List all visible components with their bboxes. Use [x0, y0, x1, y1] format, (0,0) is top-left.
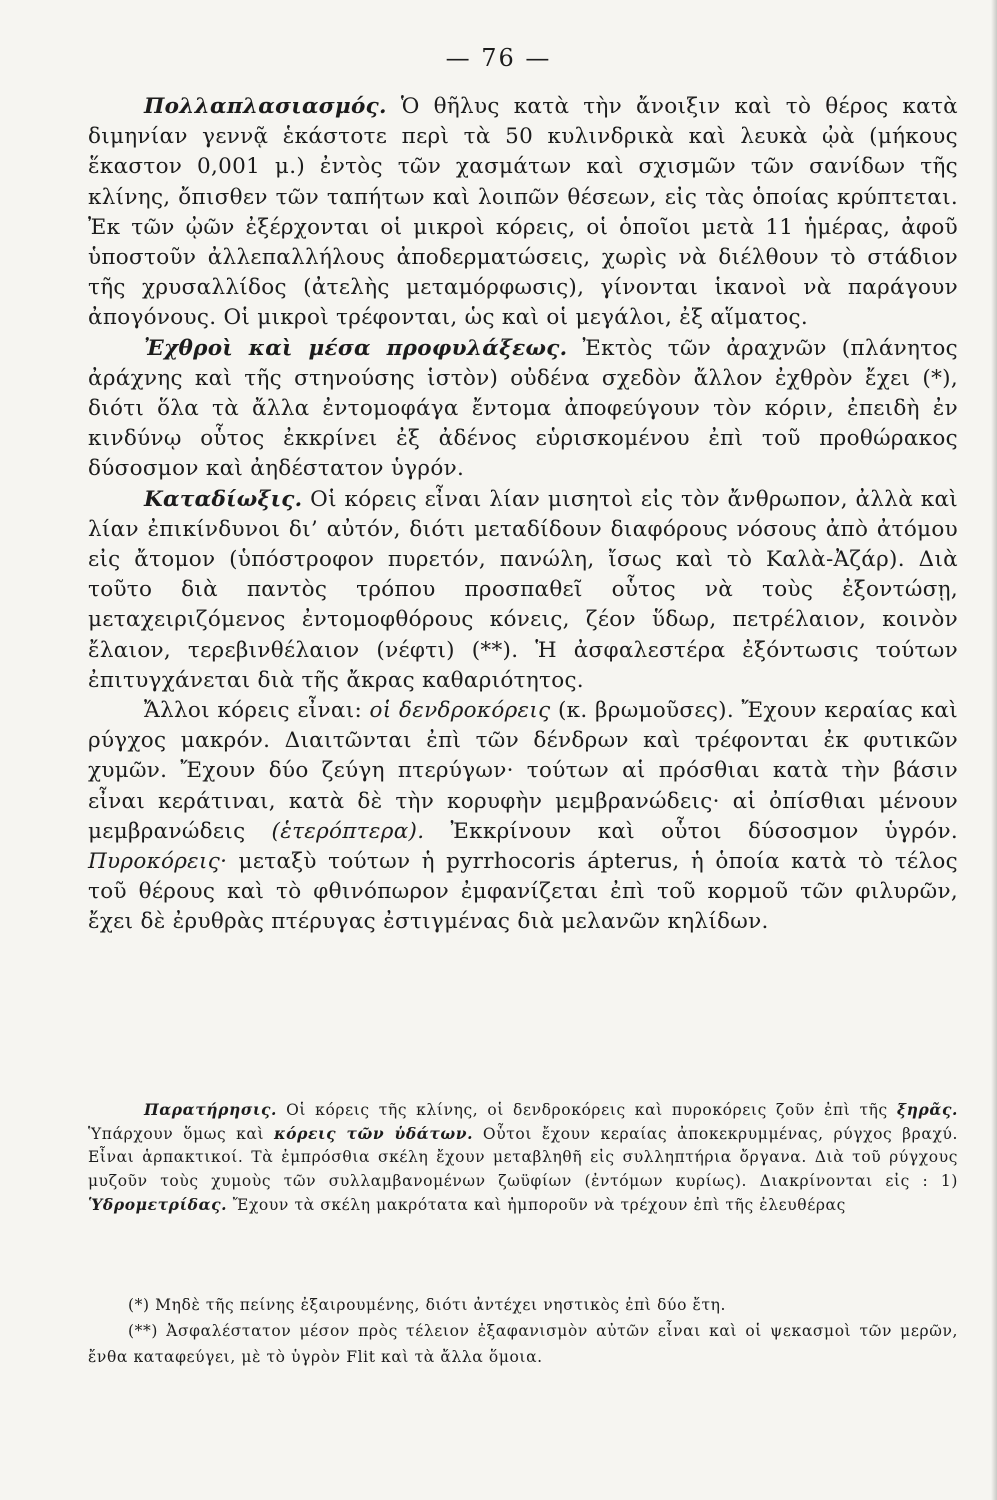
paragraph-text: Ἐκτὸς τῶν ἀραχνῶν (πλάνητος ἀράχνης καὶ τῆς στηνούσης ἱστὸν) οὐδένα σχεδὸν ἄλλον ἐχθρὸν ἔχει (*), διότι ὅλα τὰ ἄλλα ἐντομοφάγα ἔντομα ἀποφεύγουν τὸν κόριν, ἐπειδὴ ἐν κινδύνῳ οὗτος ἐκκρίνει ἐξ ἀδένος εὑρισκομένου ἐπὶ τοῦ προθώρακος δύσοσμον καὶ ἀηδέστατον ὑγρόν.: [88, 335, 958, 482]
text-segment: Ὑπάρχουν ὅμως καὶ: [88, 1125, 274, 1144]
main-text: [88, 92, 958, 938]
text-segment: μεταξὺ τούτων ἡ pyrrhocoris ápterus, ἡ ὁποία κατὰ τὸ τέλος τοῦ θέρους καὶ τὸ φθινόπωρον ἐμφανίζεται ἐπὶ τοῦ κορμοῦ τῶν φιλυρῶν, ἔχει δὲ ἐρυθρὰς πτέρυγας ἐστιγμένας διὰ μελανῶν κηλίδων.: [88, 849, 958, 935]
term-dendrokoreis: οἱ δενδροκόρεις: [369, 698, 551, 724]
text-segment: (κ. βρωμοῦσες). Ἔχουν κεραίας καὶ ρύγχος μακρόν. Διαιτῶνται ἐπὶ τῶν δένδρων καὶ τρέφονται ἐκ φυτικῶν χυμῶν. Ἔχουν δύο ζεύγη πτερύγων· τούτων αἱ πρόσθιαι κατὰ τὴν βάσιν εἶναι κεράτιναι, κατὰ δὲ τὴν κορυφὴν μεμβρανώδεις· αἱ ὀπίσθιαι μένουν μεμβρανώδεις: [88, 698, 958, 844]
text-segment: Ἔχουν τὰ σκέλη μακρότατα καὶ ἠμποροῦν νὰ τρέχουν ἐπὶ τῆς ἐλευθέρας: [227, 1195, 846, 1214]
paragraph-text: Οἱ κόρεις εἶναι λίαν μισητοὶ εἰς τὸν ἄνθρωπον, ἀλλὰ καὶ λίαν ἐπικίνδυνοι δι’ αὐτόν, διότι μεταδίδουν διαφόρους νόσους ἀπὸ ἀτόμου εἰς ἄτομον (ὑπόστροφον πυρετόν, πανώλη, ἴσως καὶ τὸ Καλὰ-Ἀζάρ). Διὰ τοῦτο διὰ παντὸς τρόπου προσπαθεῖ οὗτος νὰ τοὺς ἐξοντώσῃ, μεταχειριζόμενος ἐντομοφθόρους κόνεις, ζέον ὕδωρ, πετρέλαιον, κοινὸν ἔλαιον, τερεβινθέλαιον (νέφτι) (**). Ἡ ἀσφαλεστέρα ἐξόντωσις τούτων ἐπιτυγχάνεται διὰ τῆς ἄκρας καθαριότητος.: [88, 486, 958, 693]
term-water-bugs: κόρεις τῶν ὑδάτων.: [273, 1124, 474, 1144]
footnote-1: (*) Μηδὲ τῆς πείνης ἐξαιρουμένης, διότι ἀντέχει νηστικὸς ἐπὶ δύο ἔτη.: [128, 1296, 727, 1314]
page-number: — 76 —: [445, 44, 552, 72]
heading-multiplication: Πολλαπλασιασμός.: [144, 94, 387, 119]
heading-enemies: Ἐχθροὶ καὶ μέσα προφυλάξεως.: [144, 335, 568, 361]
paragraph-other-bugs: [88, 696, 958, 938]
paragraph-text: Ὁ θῆλυς κατὰ τὴν ἄνοιξιν καὶ τὸ θέρος κατὰ διμηνίαν γεννᾷ ἑκάστοτε περὶ τὰ 50 κυλινδρικὰ καὶ λευκὰ ᾠὰ (μήκους ἕκαστον 0,001 μ.) ἐντὸς τῶν χασμάτων καὶ σχισμῶν τῶν σανίδων τῆς κλίνης, ὄπισθεν τῶν ταπήτων καὶ λοιπῶν θέσεων, εἰς τὰς ὁποίας κρύπτεται. Ἐκ τῶν ᾠῶν ἐξέρχονται οἱ μικροὶ κόρεις, οἱ ὁποῖοι μετὰ 11 ἡμέρας, ἀφοῦ ὑποστοῦν ἀλλεπαλλήλους ἀποδερματώσεις, χωρὶς νὰ διέλθουν τὸ στάδιον τῆς χρυσαλλίδος (ἀτελὴς μεταμόρφωσις), γίνονται ἱκανοὶ νὰ παράγουν ἀπογόνους. Οἱ μικροὶ τρέφονται, ὡς καὶ οἱ μεγάλοι, ἐξ αἵματος.: [88, 94, 958, 331]
term-land: ξηρᾶς.: [896, 1100, 958, 1119]
text-segment: Ἐκκρίνουν καὶ οὗτοι δύσοσμον ὑγρόν.: [424, 818, 958, 844]
heading-persecution: Καταδίωξις.: [144, 486, 303, 512]
footnotes: [88, 1292, 958, 1370]
note-paragraph: [88, 1098, 958, 1217]
footnote-2: (**) Ἀσφαλέστατον μέσον πρὸς τέλειον ἐξαφανισμὸν αὐτῶν εἶναι καὶ οἱ ψεκασμοὶ τῶν μερῶν, ἔνθα καταφεύγει, μὲ τὸ ὑγρὸν Flit καὶ τὰ ἄλλα ὅμοια.: [88, 1322, 958, 1366]
text-segment: Οὗτοι ἔχουν κεραίας ἀποκεκρυμμένας, ρύγχος βραχύ. Εἶναι ἁρπακτικοί. Τὰ ἐμπρόσθια σκέλη ἔχουν μεταβληθῆ εἰς συλληπτήρια ὄργανα. Διὰ τοῦ ρύγχους μυζοῦν τοὺς χυμοὺς τῶν συλλαμβανομένων ζωϋφίων (ἐντόμων κυρίως). Διακρίνονται εἰς : 1): [88, 1125, 958, 1190]
page-edge-shadow: [991, 0, 997, 1500]
term-heteroptera: (ἑτερόπτερα).: [271, 818, 425, 844]
paragraph-enemies: [88, 334, 958, 485]
note-label: Παρατήρησις.: [144, 1100, 278, 1119]
paragraph-persecution: [88, 485, 958, 696]
term-hydrometridae: Ὑδρομετρίδας.: [88, 1194, 228, 1214]
text-segment: Οἱ κόρεις τῆς κλίνης, οἱ δενδροκόρεις καὶ πυροκόρεις ζοῦν ἐπὶ τῆς: [277, 1101, 897, 1119]
paragraph-multiplication: [88, 92, 958, 334]
term-pyrokoreis: Πυροκόρεις·: [88, 849, 228, 875]
observation-note: [88, 1098, 958, 1217]
text-segment: Ἄλλοι κόρεις εἶναι:: [144, 698, 370, 724]
